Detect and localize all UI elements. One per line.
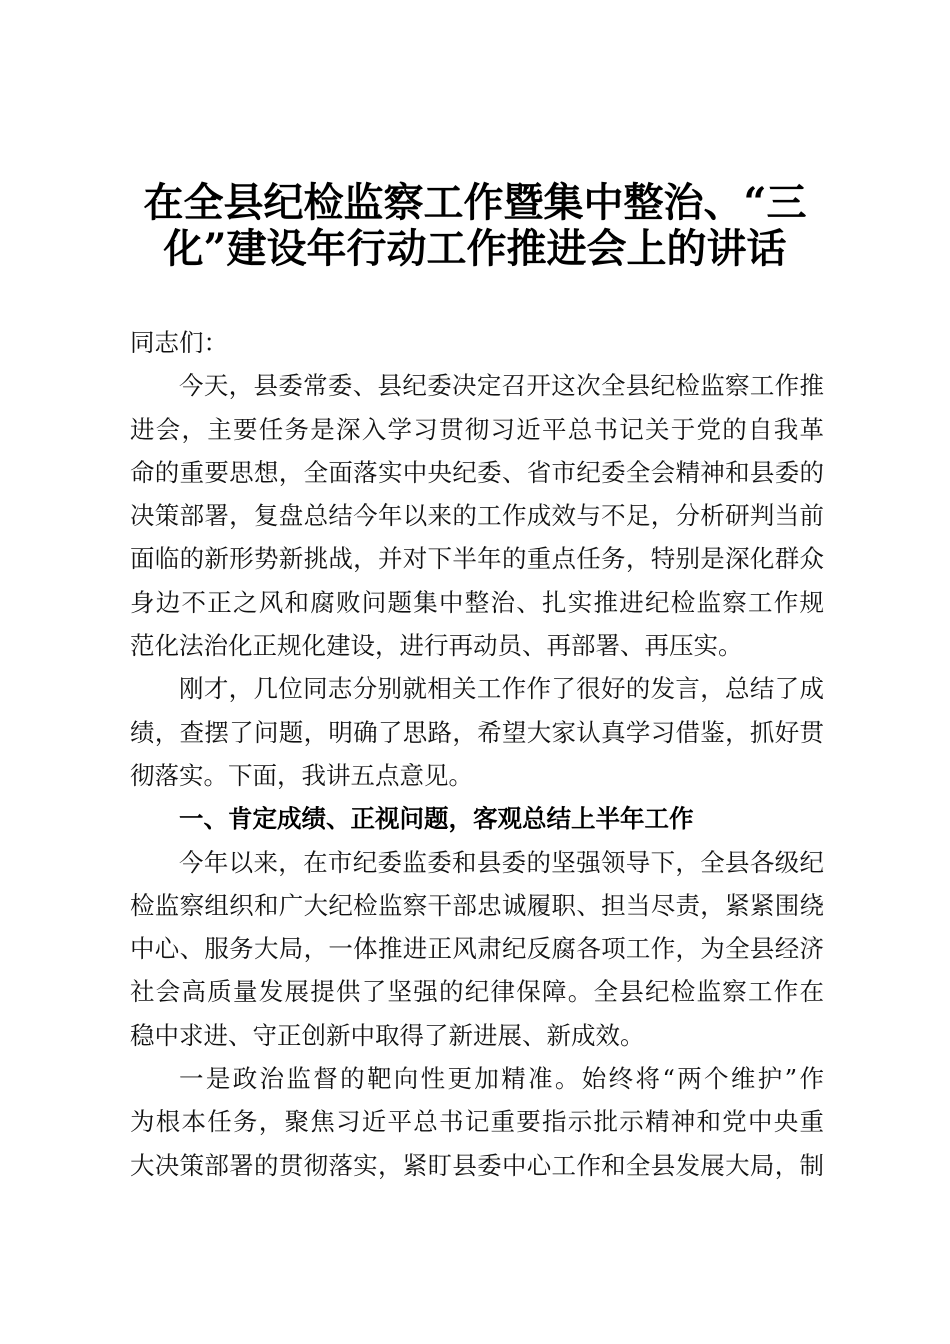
salutation: 同志们：	[130, 328, 228, 357]
text-line: 面临的新形势新挑战，并对下半年的重点任务，特别是深化群众	[130, 544, 824, 574]
text-line: 彻落实。下面，我讲五点意见。	[130, 760, 473, 790]
title-line: 化”建设年行动工作推进会上的讲话	[163, 225, 787, 272]
paragraph-summary	[130, 841, 824, 1057]
text-line: 绩，查摆了问题，明确了思路，希望大家认真学习借鉴，抓好贯	[130, 717, 824, 747]
text-line: 一是政治监督的靶向性更加精准。始终将“两个维护”作	[179, 1064, 824, 1094]
text-line: 今天，县委常委、县纪委决定召开这次全县纪检监察工作推	[179, 371, 824, 401]
text-line: 决策部署，复盘总结今年以来的工作成效与不足，分析研判当前	[130, 501, 824, 531]
text-line: 范化法治化正规化建设，进行再动员、再部署、再压实。	[130, 631, 743, 661]
text-line: 检监察组织和广大纪检监察干部忠诚履职、担当尽责，紧紧围绕	[130, 890, 824, 920]
document-body	[130, 321, 824, 1187]
title-line: 在全县纪检监察工作暨集中整治、“三	[143, 179, 807, 226]
text-line: 稳中求进、守正创新中取得了新进展、新成效。	[130, 1020, 645, 1050]
paragraph-speeches	[130, 667, 824, 797]
text-line: 命的重要思想，全面落实中央纪委、省市纪委全会精神和县委的	[130, 457, 824, 487]
text-line: 中心、服务大局，一体推进正风肃纪反腐各项工作，为全县经济	[130, 934, 824, 964]
paragraph-political-supervision	[130, 1057, 824, 1187]
text-line: 社会高质量发展提供了坚强的纪律保障。全县纪检监察工作在	[130, 977, 824, 1007]
paragraph-opening	[130, 364, 824, 667]
text-line: 大决策部署的贯彻落实，紧盯县委中心工作和全县发展大局，制	[130, 1150, 824, 1180]
section-heading-1: 一、肯定成绩、正视问题，客观总结上半年工作	[179, 804, 694, 834]
document-title	[110, 180, 840, 272]
text-line: 为根本任务，聚焦习近平总书记重要指示批示精神和党中央重	[130, 1107, 824, 1137]
text-line: 刚才，几位同志分别就相关工作作了很好的发言，总结了成	[179, 674, 824, 704]
text-line: 身边不正之风和腐败问题集中整治、扎实推进纪检监察工作规	[130, 587, 824, 617]
text-line: 进会，主要任务是深入学习贯彻习近平总书记关于党的自我革	[130, 414, 824, 444]
text-line: 今年以来，在市纪委监委和县委的坚强领导下，全县各级纪	[179, 847, 824, 877]
